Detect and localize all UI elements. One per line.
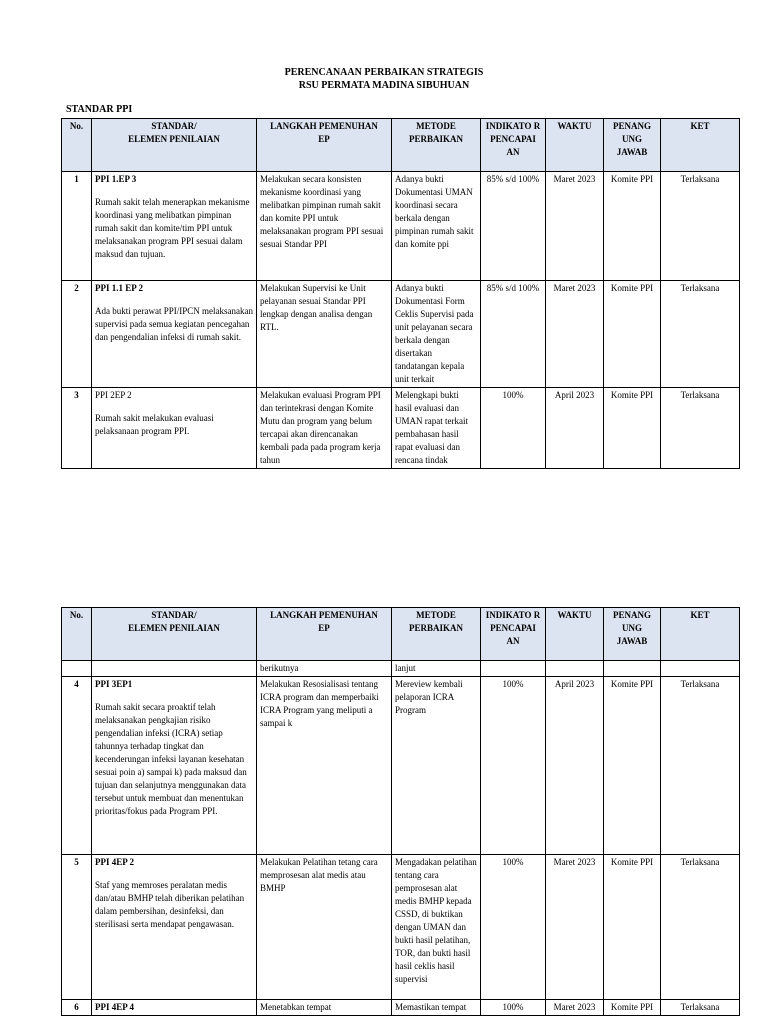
row-pj: Komite PPI [604, 677, 661, 855]
row-pj: Komite PPI [604, 281, 661, 388]
row-langkah: berikutnya [257, 661, 392, 677]
row-metode: Adanya bukti Dokumentasi UMAN koordinasi secara berkala dengan pimpinan rumah sakit dan komite ppi [392, 172, 481, 281]
row-no: 3 [62, 388, 92, 469]
document-title: PERENCANAAN PERBAIKAN STRATEGIS [284, 67, 484, 78]
row-standar: PPI 1.EP 3 Rumah sakit telah menerapkan mekanisme koordinasi yang melibatkan pimpinan rumah sakit dan komite/tim PPI untuk melaksanakan program PPI sesuai dalam maksud dan tujuan. [92, 172, 257, 281]
header-no: No. [62, 608, 92, 661]
row-no: 2 [62, 281, 92, 388]
row-pj: Komite PPI [604, 388, 661, 469]
row-standar: PPI 4EP 4 [92, 1000, 257, 1016]
header-langkah: LANGKAH PEMENUHAN EP [257, 608, 392, 661]
row-pj: Komite PPI [604, 172, 661, 281]
row-ket: Terlaksana [661, 172, 740, 281]
row-waktu: Maret 2023 [546, 281, 604, 388]
table-row [62, 677, 740, 855]
row-langkah: Melakukan evaluasi Program PPI dan terintekrasi dengan Komite Mutu dan program yang belum tercapai akan direncanakan kembali pada pada program kerja tahun [257, 388, 392, 469]
document-subtitle: RSU PERMATA MADINA SIBUHUAN [298, 80, 470, 91]
row-ket: Terlaksana [661, 1000, 740, 1016]
row-standar [92, 661, 257, 677]
row-no: 4 [62, 677, 92, 855]
row-indikator: 85% s/d 100% [481, 172, 546, 281]
header-ket: KET [661, 608, 740, 661]
row-waktu: April 2023 [546, 677, 604, 855]
header-penanggung-jawab: PENANG UNG JAWAB [604, 119, 661, 172]
plan-table-page2 [61, 607, 740, 1016]
header-indikator: INDIKATO R PENCAPAI AN [481, 119, 546, 172]
header-no: No. [62, 119, 92, 172]
row-pj [604, 661, 661, 677]
row-indikator: 100% [481, 677, 546, 855]
row-langkah: Melakukan Resosialisasi tentang ICRA program dan memperbaiki ICRA Program yang meliputi a sampai k [257, 677, 392, 855]
row-standar: PPI 4EP 2 Staf yang memroses peralatan medis dan/atau BMHP telah diberikan pelatihan dalam pembersihan, desinfeksi, dan sterilisasi serta mendapat pengawasan. [92, 855, 257, 1000]
row-standar: PPI 1.1 EP 2 Ada bukti perawat PPI/IPCN melaksanakan supervisi pada semua kegiatan pencegahan dan pengendalian infeksi di rumah sakit. [92, 281, 257, 388]
row-waktu [546, 661, 604, 677]
table-header-row [62, 119, 740, 172]
row-pj: Komite PPI [604, 1000, 661, 1016]
table-row [62, 281, 740, 388]
table-row-continuation [62, 661, 740, 677]
plan-table-page1 [61, 118, 740, 469]
row-waktu: Maret 2023 [546, 855, 604, 1000]
table-row [62, 855, 740, 1000]
row-metode: lanjut [392, 661, 481, 677]
row-no: 6 [62, 1000, 92, 1016]
header-standar: STANDAR/ ELEMEN PENILAIAN [92, 608, 257, 661]
row-ket: Terlaksana [661, 281, 740, 388]
row-standar: PPI 3EP1 Rumah sakit secara proaktif telah melaksanakan pengkajian risiko pengendalian infeksi (ICRA) setiap tahunnya terhadap tingkat dan kecenderungan infeksi layanan kesehatan sesuai poin a) sampai k) pada maksud dan tujuan dan selanjutnya menggunakan data tersebut untuk membuat dan menentukan prioritas/fokus pada Program PPI. [92, 677, 257, 855]
row-indikator: 100% [481, 1000, 546, 1016]
row-ket: Terlaksana [661, 388, 740, 469]
header-penanggung-jawab: PENANG UNG JAWAB [604, 608, 661, 661]
row-indikator: 100% [481, 388, 546, 469]
header-waktu: WAKTU [546, 608, 604, 661]
row-langkah: Menetabkan tempat [257, 1000, 392, 1016]
section-label: STANDAR PPI [66, 104, 133, 115]
header-ket: KET [661, 119, 740, 172]
row-langkah: Melakukan Pelatihan tetang cara memprosesan alat medis atau BMHP [257, 855, 392, 1000]
table-row [62, 1000, 740, 1016]
row-indikator [481, 661, 546, 677]
header-metode: METODE PERBAIKAN [392, 608, 481, 661]
row-metode: Mereview kembali pelaporan ICRA Program [392, 677, 481, 855]
row-indikator: 100% [481, 855, 546, 1000]
row-langkah: Melakukan secara konsisten mekanisme koordinasi yang melibatkan pimpinan rumah sakit dan komite PPI untuk melaksanakan program PPI sesuai sesuai Standar PPI [257, 172, 392, 281]
row-indikator: 85% s/d 100% [481, 281, 546, 388]
row-waktu: April 2023 [546, 388, 604, 469]
row-standar: PPI 2EP 2 Rumah sakit melakukan evaluasi pelaksanaan program PPI. [92, 388, 257, 469]
header-metode: METODE PERBAIKAN [392, 119, 481, 172]
row-metode: Memastikan tempat [392, 1000, 481, 1016]
row-ket [661, 661, 740, 677]
header-waktu: WAKTU [546, 119, 604, 172]
row-ket: Terlaksana [661, 855, 740, 1000]
header-standar: STANDAR/ ELEMEN PENILAIAN [92, 119, 257, 172]
table-row [62, 388, 740, 469]
row-langkah: Melakukan Supervisi ke Unit pelayanan sesuai Standar PPI lengkap dengan analisa dengan RTL. [257, 281, 392, 388]
header-indikator: INDIKATO R PENCAPAI AN [481, 608, 546, 661]
header-langkah: LANGKAH PEMENUHAN EP [257, 119, 392, 172]
row-metode: Adanya bukti Dokumentasi Form Ceklis Supervisi pada unit pelayanan secara berkala dengan disertakan tandatangan kepala unit terkait [392, 281, 481, 388]
row-no [62, 661, 92, 677]
table-row [62, 172, 740, 281]
row-waktu: Maret 2023 [546, 1000, 604, 1016]
row-no: 5 [62, 855, 92, 1000]
row-metode: Melengkapi bukti hasil evaluasi dan UMAN rapat terkait pembahasan hasil rapat evaluasi dan rencana tindak [392, 388, 481, 469]
table-header-row [62, 608, 740, 661]
row-ket: Terlaksana [661, 677, 740, 855]
row-pj: Komite PPI [604, 855, 661, 1000]
row-no: 1 [62, 172, 92, 281]
row-waktu: Maret 2023 [546, 172, 604, 281]
row-metode: Mengadakan pelatihan tentang cara pemprosesan alat medis BMHP kepada CSSD, di buktikan dengan UMAN dan bukti hasil pelatihan, TOR, dan bukti hasil hasil ceklis hasil supervisi [392, 855, 481, 1000]
